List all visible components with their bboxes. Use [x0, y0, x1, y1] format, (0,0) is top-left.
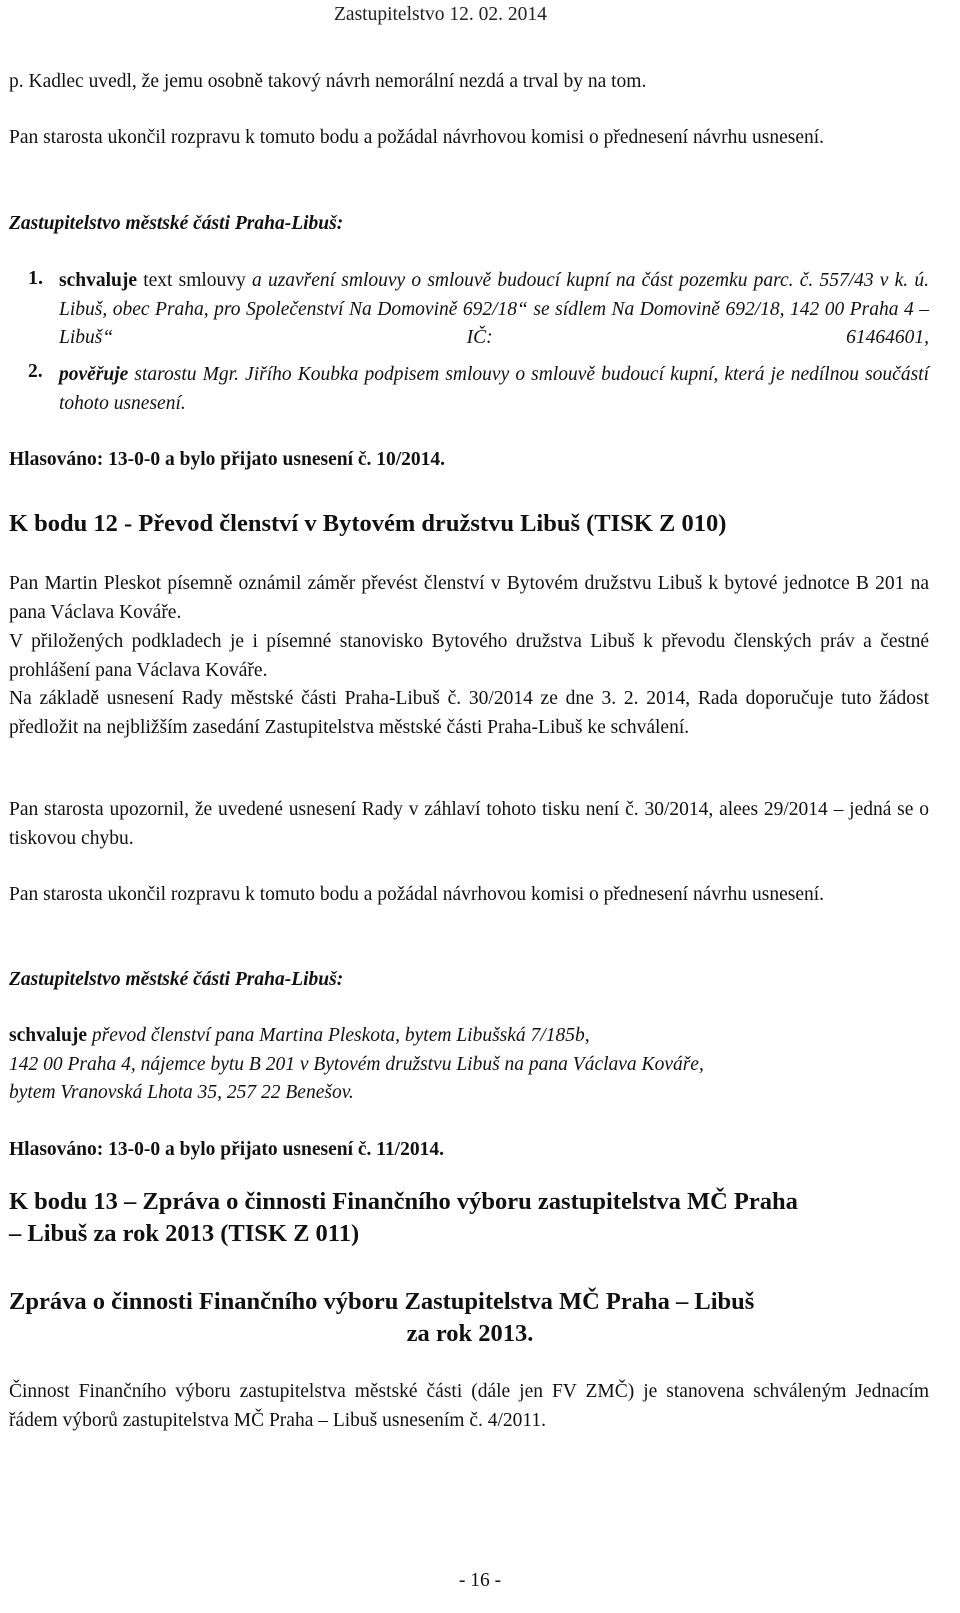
item-2-number: 2.: [28, 361, 43, 382]
resolution-item-1: [59, 267, 929, 353]
paragraph-cinnost-fv: Činnost Finančního výboru zastupitelstva městské části (dále jen FV ZMČ) je stanovena schváleným Jednacím řádem výborů zastupitelstva MČ Praha – Libuš usnesením č. 4/2011.: [9, 1381, 929, 1431]
resolution-label-1: Zastupitelstvo městské části Praha-Libuš:: [9, 213, 344, 234]
heading-bod-13-line-1: K bodu 13 – Zpráva o činnosti Finančního výboru zastupitelstva MČ Praha: [9, 1188, 798, 1215]
resolution-schvaluje-prevod: [9, 1022, 929, 1108]
report-title-line-2: za rok 2013.: [406, 1320, 534, 1347]
item-1-verb: schvaluje: [59, 270, 137, 291]
paragraph-starosta-ukoncil-1: Pan starosta ukončil rozpravu k tomuto bodu a požádal návrhovou komisi o přednesení návrhu usnesení.: [9, 127, 825, 148]
heading-bod-13: [9, 1186, 929, 1250]
item-1-detail: a uzavření smlouvy o smlouvě budoucí kupní na část pozemku parc. č. 557/43 v k. ú. Libuš, obec Praha, pro Společenství Na Domovině 692/18“ se sídlem Na Domovině 692/18, 142 00 Praha 4 – Libuš“ IČ: 61464601,: [59, 270, 929, 348]
vote-result-2: Hlasováno: 13-0-0 a bylo přijato usnesení č. 11/2014.: [9, 1139, 444, 1160]
item-2-text: starostu Mgr. Jiřího Koubka podpisem smlouvy o smlouvě budoucí kupní, která je nedílnou součástí tohoto usnesení.: [59, 364, 929, 414]
prevod-line-3: bytem Vranovská Lhota 35, 257 22 Benešov.: [9, 1082, 354, 1103]
page-header: Zastupitelstvo 12. 02. 2014: [334, 4, 547, 25]
item-1-text: text smlouvy: [137, 270, 252, 291]
resolution-item-2: [59, 361, 929, 418]
page-number: - 16 -: [458, 1570, 502, 1591]
vote-result-1: Hlasováno: 13-0-0 a bylo přijato usnesení č. 10/2014.: [9, 449, 446, 470]
heading-bod-13-line-2: – Libuš za rok 2013 (TISK Z 011): [9, 1220, 360, 1247]
report-title: [9, 1286, 929, 1318]
paragraph-upozorneni: Pan starosta upozornil, že uvedené usnesení Rady v záhlaví tohoto tisku není č. 30/2014, alees 29/2014 – jedná se o tiskovou chybu.: [9, 799, 929, 849]
schvaluje-verb: schvaluje: [9, 1025, 87, 1046]
resolution-label-2: Zastupitelstvo městské části Praha-Libuš:: [9, 969, 344, 990]
paragraph-starosta-ukoncil-2: Pan starosta ukončil rozpravu k tomuto bodu a požádal návrhovou komisi o přednesení návrhu usnesení.: [9, 884, 825, 905]
heading-bod-12: K bodu 12 - Převod členství v Bytovém družstvu Libuš (TISK Z 010): [9, 510, 727, 537]
paragraph-podklady: V přiložených podkladech je i písemné stanovisko Bytového družstva Libuš k převodu členských práv a čestné prohlášení pana Václava Kováře.: [9, 631, 929, 681]
item-1-number: 1.: [28, 267, 43, 289]
item-2-verb: pověřuje: [59, 364, 129, 385]
report-title-line-1: Zpráva o činnosti Finančního výboru Zastupitelstva MČ Praha – Libuš: [9, 1288, 755, 1315]
paragraph-pleskot: Pan Martin Pleskot písemně oznámil záměr převést členství v Bytovém družstvu Libuš k bytové jednotce B 201 na pana Václava Kováře.: [9, 573, 929, 623]
prevod-line-1: převod členství pana Martina Pleskota, bytem Libušská 7/185b,: [87, 1025, 590, 1046]
paragraph-kadlec: p. Kadlec uvedl, že jemu osobně takový návrh nemorální nezdá a trval by na tom.: [9, 71, 647, 92]
paragraph-rada: Na základě usnesení Rady městské části Praha-Libuš č. 30/2014 ze dne 3. 2. 2014, Rada doporučuje tuto žádost předložit na nejbližším zasedání Zastupitelstva městské části Praha-Libuš ke schválení.: [9, 688, 929, 738]
prevod-line-2: 142 00 Praha 4, nájemce bytu B 201 v Bytovém družstvu Libuš na pana Václava Kováře,: [9, 1053, 704, 1075]
